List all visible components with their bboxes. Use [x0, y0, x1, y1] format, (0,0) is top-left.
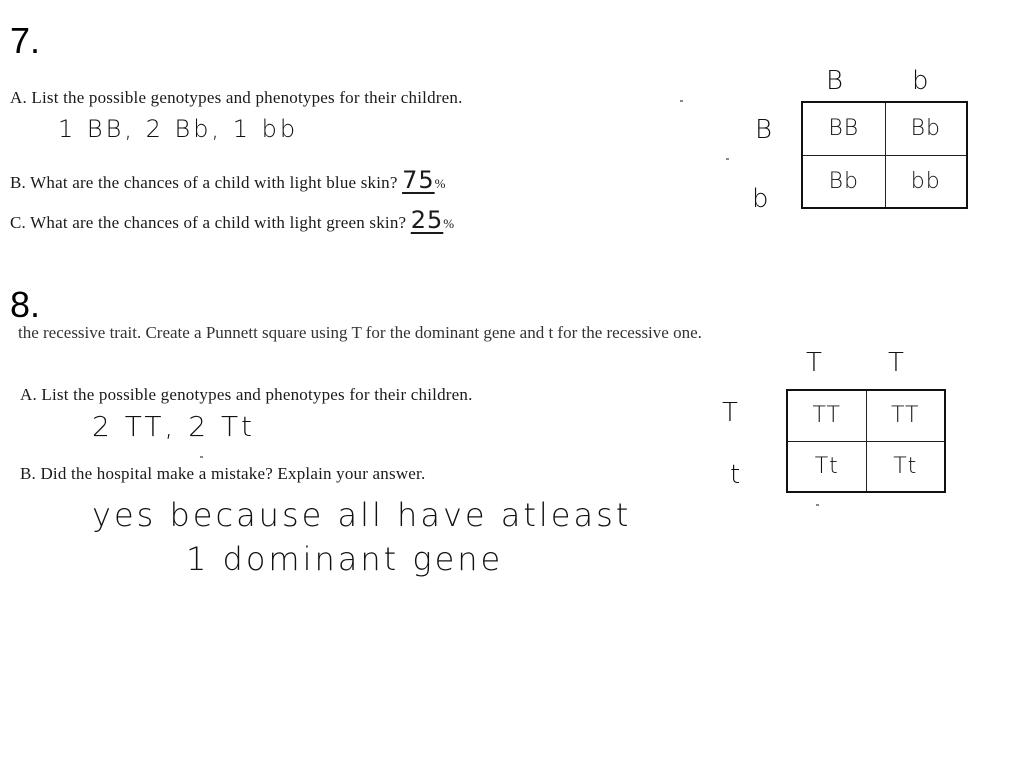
q8-b-answer-line-2: 1 dominant gene — [186, 540, 504, 578]
q7-a-question: A. List the possible genotypes and phenotypes for their children. — [10, 88, 463, 107]
scan-speck — [200, 456, 203, 458]
q7-cell-2-1: Bb — [802, 155, 885, 208]
q8-a-question: A. List the possible genotypes and phenotypes for their children. — [20, 385, 473, 404]
q8-col-header-1: T — [806, 348, 822, 378]
q7-b-percent: % — [434, 176, 446, 191]
q8-row-header-2: t — [730, 460, 741, 490]
q8-cell-1-1: TT — [787, 390, 866, 441]
q8-col-header-2: T — [888, 348, 904, 378]
q8-a-answer: 2 TT, 2 Tt — [92, 410, 256, 443]
q8-b-question: B. Did the hospital make a mistake? Explain your answer. — [20, 464, 426, 483]
q7-row-header-2: b — [752, 184, 769, 214]
q7-cell-1-1: BB — [802, 102, 885, 155]
q7-col-header-1: B — [826, 66, 844, 96]
scan-speck — [816, 504, 819, 506]
q8-cell-2-2: Tt — [866, 441, 945, 492]
q7-c-answer: 25 — [410, 206, 444, 234]
q8-row-header-1: T — [722, 398, 738, 428]
q7-row-header-1: B — [755, 115, 773, 145]
q7-c-question-text: C. What are the chances of a child with light green skin? — [10, 213, 407, 232]
question-8-number: 8. — [10, 284, 41, 325]
q7-punnett-square — [801, 101, 968, 209]
scan-speck — [726, 158, 729, 160]
q7-cell-2-2: bb — [885, 155, 967, 208]
q7-cell-1-2: Bb — [885, 102, 967, 155]
q7-col-header-2: b — [912, 66, 929, 96]
question-7-number: 7. — [10, 20, 41, 61]
q8-punnett-square — [786, 389, 946, 493]
q7-b-question-text: B. What are the chances of a child with light blue skin? — [10, 173, 398, 192]
q7-c-percent: % — [443, 216, 455, 231]
scan-speck — [680, 100, 683, 102]
q7-b-answer: 75 — [402, 166, 435, 194]
q7-c-question — [10, 206, 454, 234]
q7-b-question — [10, 166, 446, 194]
q8-b-answer-line-1: yes because all have atleast — [92, 496, 632, 534]
q8-cut-off-instruction: the recessive trait. Create a Punnett square using T for the dominant gene and t for the recessive one. — [18, 323, 702, 342]
q7-a-answer: 1 BB, 2 Bb, 1 bb — [58, 115, 299, 143]
q8-cell-2-1: Tt — [787, 441, 866, 492]
q8-cell-1-2: TT — [866, 390, 945, 441]
